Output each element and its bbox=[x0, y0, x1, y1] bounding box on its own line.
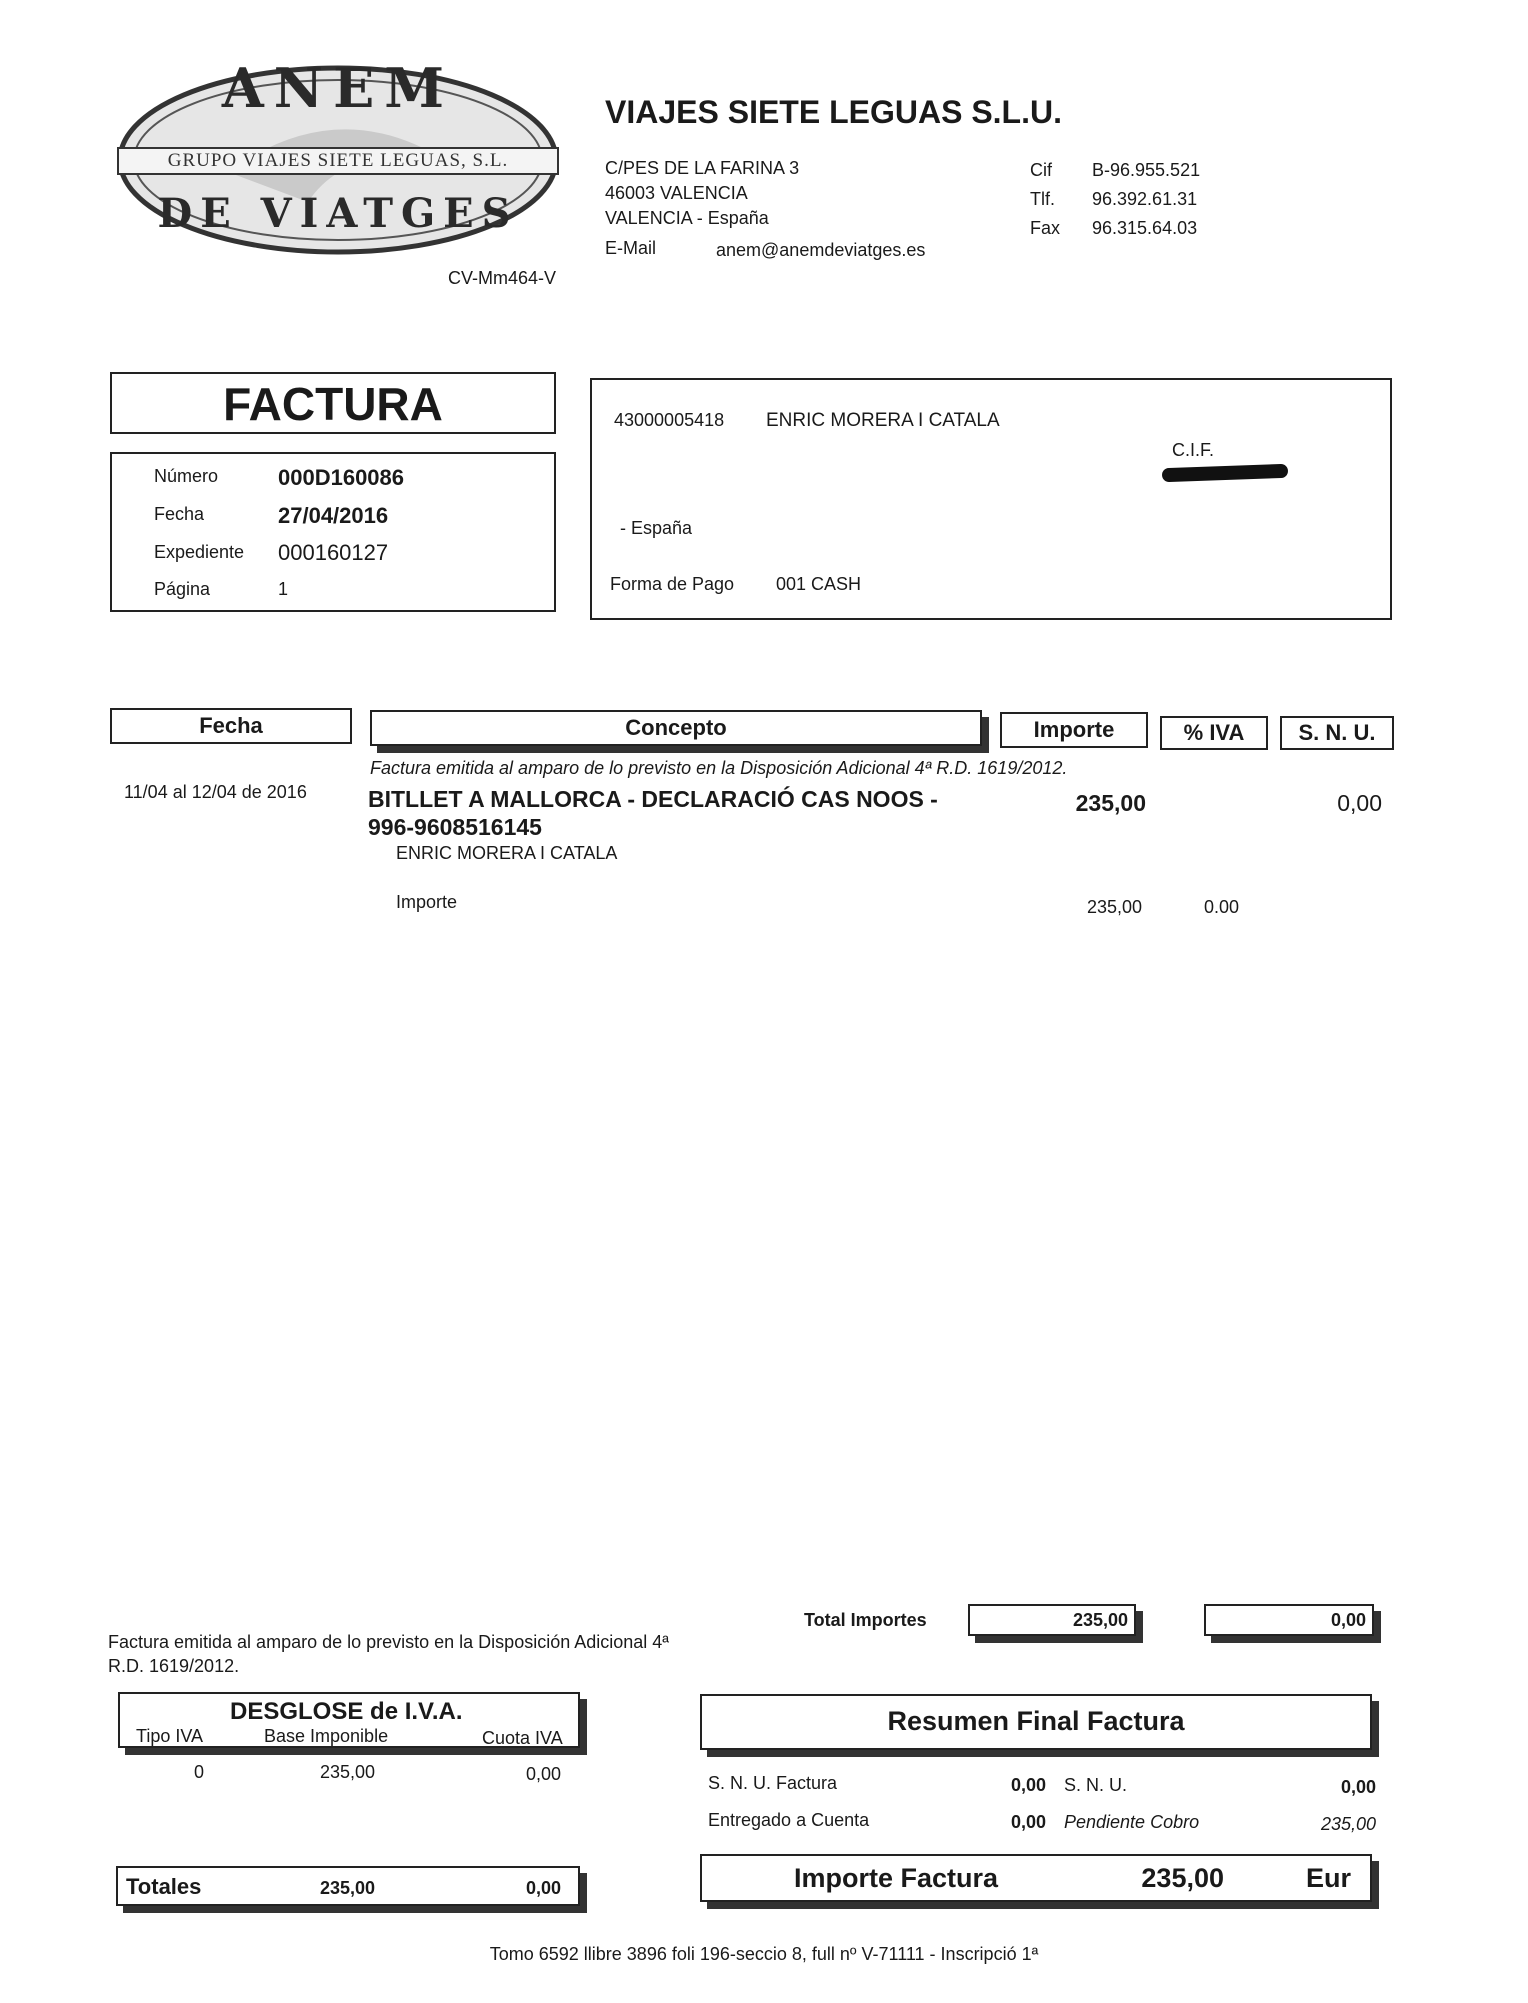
legal-note-bottom-1: Factura emitida al amparo de lo previsto en la Disposición Adicional 4ª bbox=[108, 1632, 669, 1652]
importe-factura-currency: Eur bbox=[1306, 1863, 1352, 1893]
column-header-fecha bbox=[110, 708, 352, 744]
desglose-totales-cuota: 0,00 bbox=[526, 1878, 562, 1898]
desglose-totales-base: 235,00 bbox=[320, 1878, 376, 1898]
importe-factura-box bbox=[700, 1854, 1372, 1902]
column-header-importe-label: Importe bbox=[1033, 717, 1115, 742]
resumen-pendiente-label: Pendiente Cobro bbox=[1064, 1812, 1200, 1832]
line-sub-iva: 0.00 bbox=[1204, 897, 1240, 917]
license-code: CV-Mm464-V bbox=[448, 268, 557, 288]
desglose-tipo: 0 bbox=[194, 1762, 205, 1782]
company-address-1: C/PES DE LA FARINA 3 bbox=[605, 158, 800, 178]
company-email: anem@anemdeviatges.es bbox=[716, 240, 926, 260]
line-item-concept-1: BITLLET A MALLORCA - DECLARACIÓ CAS NOOS - bbox=[368, 786, 938, 812]
company-email-label: E-Mail bbox=[605, 238, 657, 258]
column-header-fecha-label: Fecha bbox=[199, 713, 263, 738]
total-importes-label: Total Importes bbox=[804, 1610, 927, 1630]
line-item-amount: 235,00 bbox=[1075, 790, 1146, 816]
column-header-iva-label: % IVA bbox=[1183, 720, 1245, 745]
registry-footer: Tomo 6592 llibre 3896 foli 196-seccio 8, full nº V-71111 - Inscripció 1ª bbox=[489, 1944, 1039, 1964]
invoice-pagina: 1 bbox=[278, 579, 289, 599]
company-logo bbox=[108, 52, 568, 272]
desglose-base: 235,00 bbox=[320, 1762, 376, 1782]
invoice-title: FACTURA bbox=[223, 378, 443, 430]
logo-bottom-text: DE VIATGES bbox=[157, 190, 519, 237]
invoice-fecha-label: Fecha bbox=[154, 504, 205, 524]
column-header-importe bbox=[1000, 712, 1148, 748]
invoice-fecha: 27/04/2016 bbox=[278, 503, 389, 528]
legal-note-top: Factura emitida al amparo de lo previsto en la Disposición Adicional 4ª R.D. 1619/2012. bbox=[370, 758, 1068, 778]
importe-factura-label: Importe Factura bbox=[794, 1863, 999, 1893]
company-address-2: 46003 VALENCIA bbox=[605, 183, 748, 203]
logo-top-text: ANEM bbox=[221, 56, 455, 120]
invoice-meta-box bbox=[110, 452, 556, 612]
client-box bbox=[590, 378, 1392, 620]
desglose-col-base: Base Imponible bbox=[264, 1726, 389, 1746]
company-tlf: 96.392.61.31 bbox=[1092, 189, 1198, 209]
client-country: - España bbox=[620, 518, 693, 538]
invoice-numero: 000D160086 bbox=[278, 465, 405, 490]
client-code: 43000005418 bbox=[614, 410, 725, 430]
payment-method-label: Forma de Pago bbox=[610, 574, 735, 594]
company-cif: B-96.955.521 bbox=[1092, 160, 1201, 180]
client-name: ENRIC MORERA I CATALA bbox=[766, 410, 1000, 431]
desglose-title: DESGLOSE de I.V.A. bbox=[230, 1698, 463, 1725]
company-address-3: VALENCIA - España bbox=[605, 208, 769, 228]
invoice-title-box bbox=[110, 372, 556, 434]
invoice-expediente-label: Expediente bbox=[154, 542, 245, 562]
resumen-title-box bbox=[700, 1694, 1372, 1750]
resumen-entregado-label: Entregado a Cuenta bbox=[708, 1810, 870, 1830]
legal-note-bottom-2: R.D. 1619/2012. bbox=[108, 1656, 240, 1676]
desglose-totals-box bbox=[116, 1866, 580, 1906]
resumen-snu-factura: 0,00 bbox=[1010, 1775, 1046, 1795]
resumen-pendiente: 235,00 bbox=[1320, 1814, 1376, 1834]
line-item-concept-2: 996-9608516145 bbox=[368, 814, 542, 840]
invoice-expediente: 000160127 bbox=[278, 540, 389, 565]
invoice-numero-label: Número bbox=[154, 466, 219, 486]
line-item-date: 11/04 al 12/04 de 2016 bbox=[124, 782, 307, 802]
resumen-title: Resumen Final Factura bbox=[887, 1706, 1185, 1736]
line-item-snu: 0,00 bbox=[1337, 790, 1382, 816]
company-cif-label: Cif bbox=[1030, 160, 1052, 180]
column-header-concepto bbox=[370, 710, 982, 746]
line-sub-amount: 235,00 bbox=[1086, 897, 1142, 917]
line-sub-label: Importe bbox=[396, 892, 458, 912]
resumen-entregado: 0,00 bbox=[1010, 1812, 1046, 1832]
resumen-snu: 0,00 bbox=[1340, 1777, 1376, 1797]
desglose-col-tipo: Tipo IVA bbox=[136, 1726, 204, 1746]
column-header-concepto-label: Concepto bbox=[625, 715, 727, 740]
column-header-snu bbox=[1280, 716, 1394, 750]
company-tlf-label: Tlf. bbox=[1030, 189, 1055, 209]
importe-factura-value: 235,00 bbox=[1141, 1863, 1224, 1893]
logo-band-text: GRUPO VIAJES SIETE LEGUAS, S.L. bbox=[167, 150, 509, 171]
desglose-totales-label: Totales bbox=[126, 1874, 202, 1899]
payment-method: 001 CASH bbox=[776, 574, 862, 594]
total-importes-value: 235,00 bbox=[1072, 1610, 1128, 1630]
company-fax-label: Fax bbox=[1030, 218, 1061, 238]
desglose-header-box bbox=[118, 1692, 580, 1748]
column-header-iva bbox=[1160, 716, 1268, 750]
total-importes-box bbox=[968, 1604, 1136, 1636]
invoice-pagina-label: Página bbox=[154, 579, 211, 599]
client-cif-label: C.I.F. bbox=[1172, 440, 1215, 460]
resumen-snu-label: S. N. U. bbox=[1064, 1775, 1128, 1795]
company-name: VIAJES SIETE LEGUAS S.L.U. bbox=[605, 94, 1062, 130]
desglose-col-cuota: Cuota IVA bbox=[482, 1728, 563, 1748]
line-item-passenger: ENRIC MORERA I CATALA bbox=[396, 843, 618, 863]
desglose-cuota: 0,00 bbox=[526, 1764, 562, 1784]
column-header-snu-label: S. N. U. bbox=[1298, 720, 1376, 745]
total-snu-value: 0,00 bbox=[1330, 1610, 1366, 1630]
resumen-snu-factura-label: S. N. U. Factura bbox=[708, 1773, 838, 1793]
total-snu-box bbox=[1204, 1604, 1374, 1636]
client-cif-redaction bbox=[1162, 464, 1288, 482]
company-fax: 96.315.64.03 bbox=[1092, 218, 1198, 238]
